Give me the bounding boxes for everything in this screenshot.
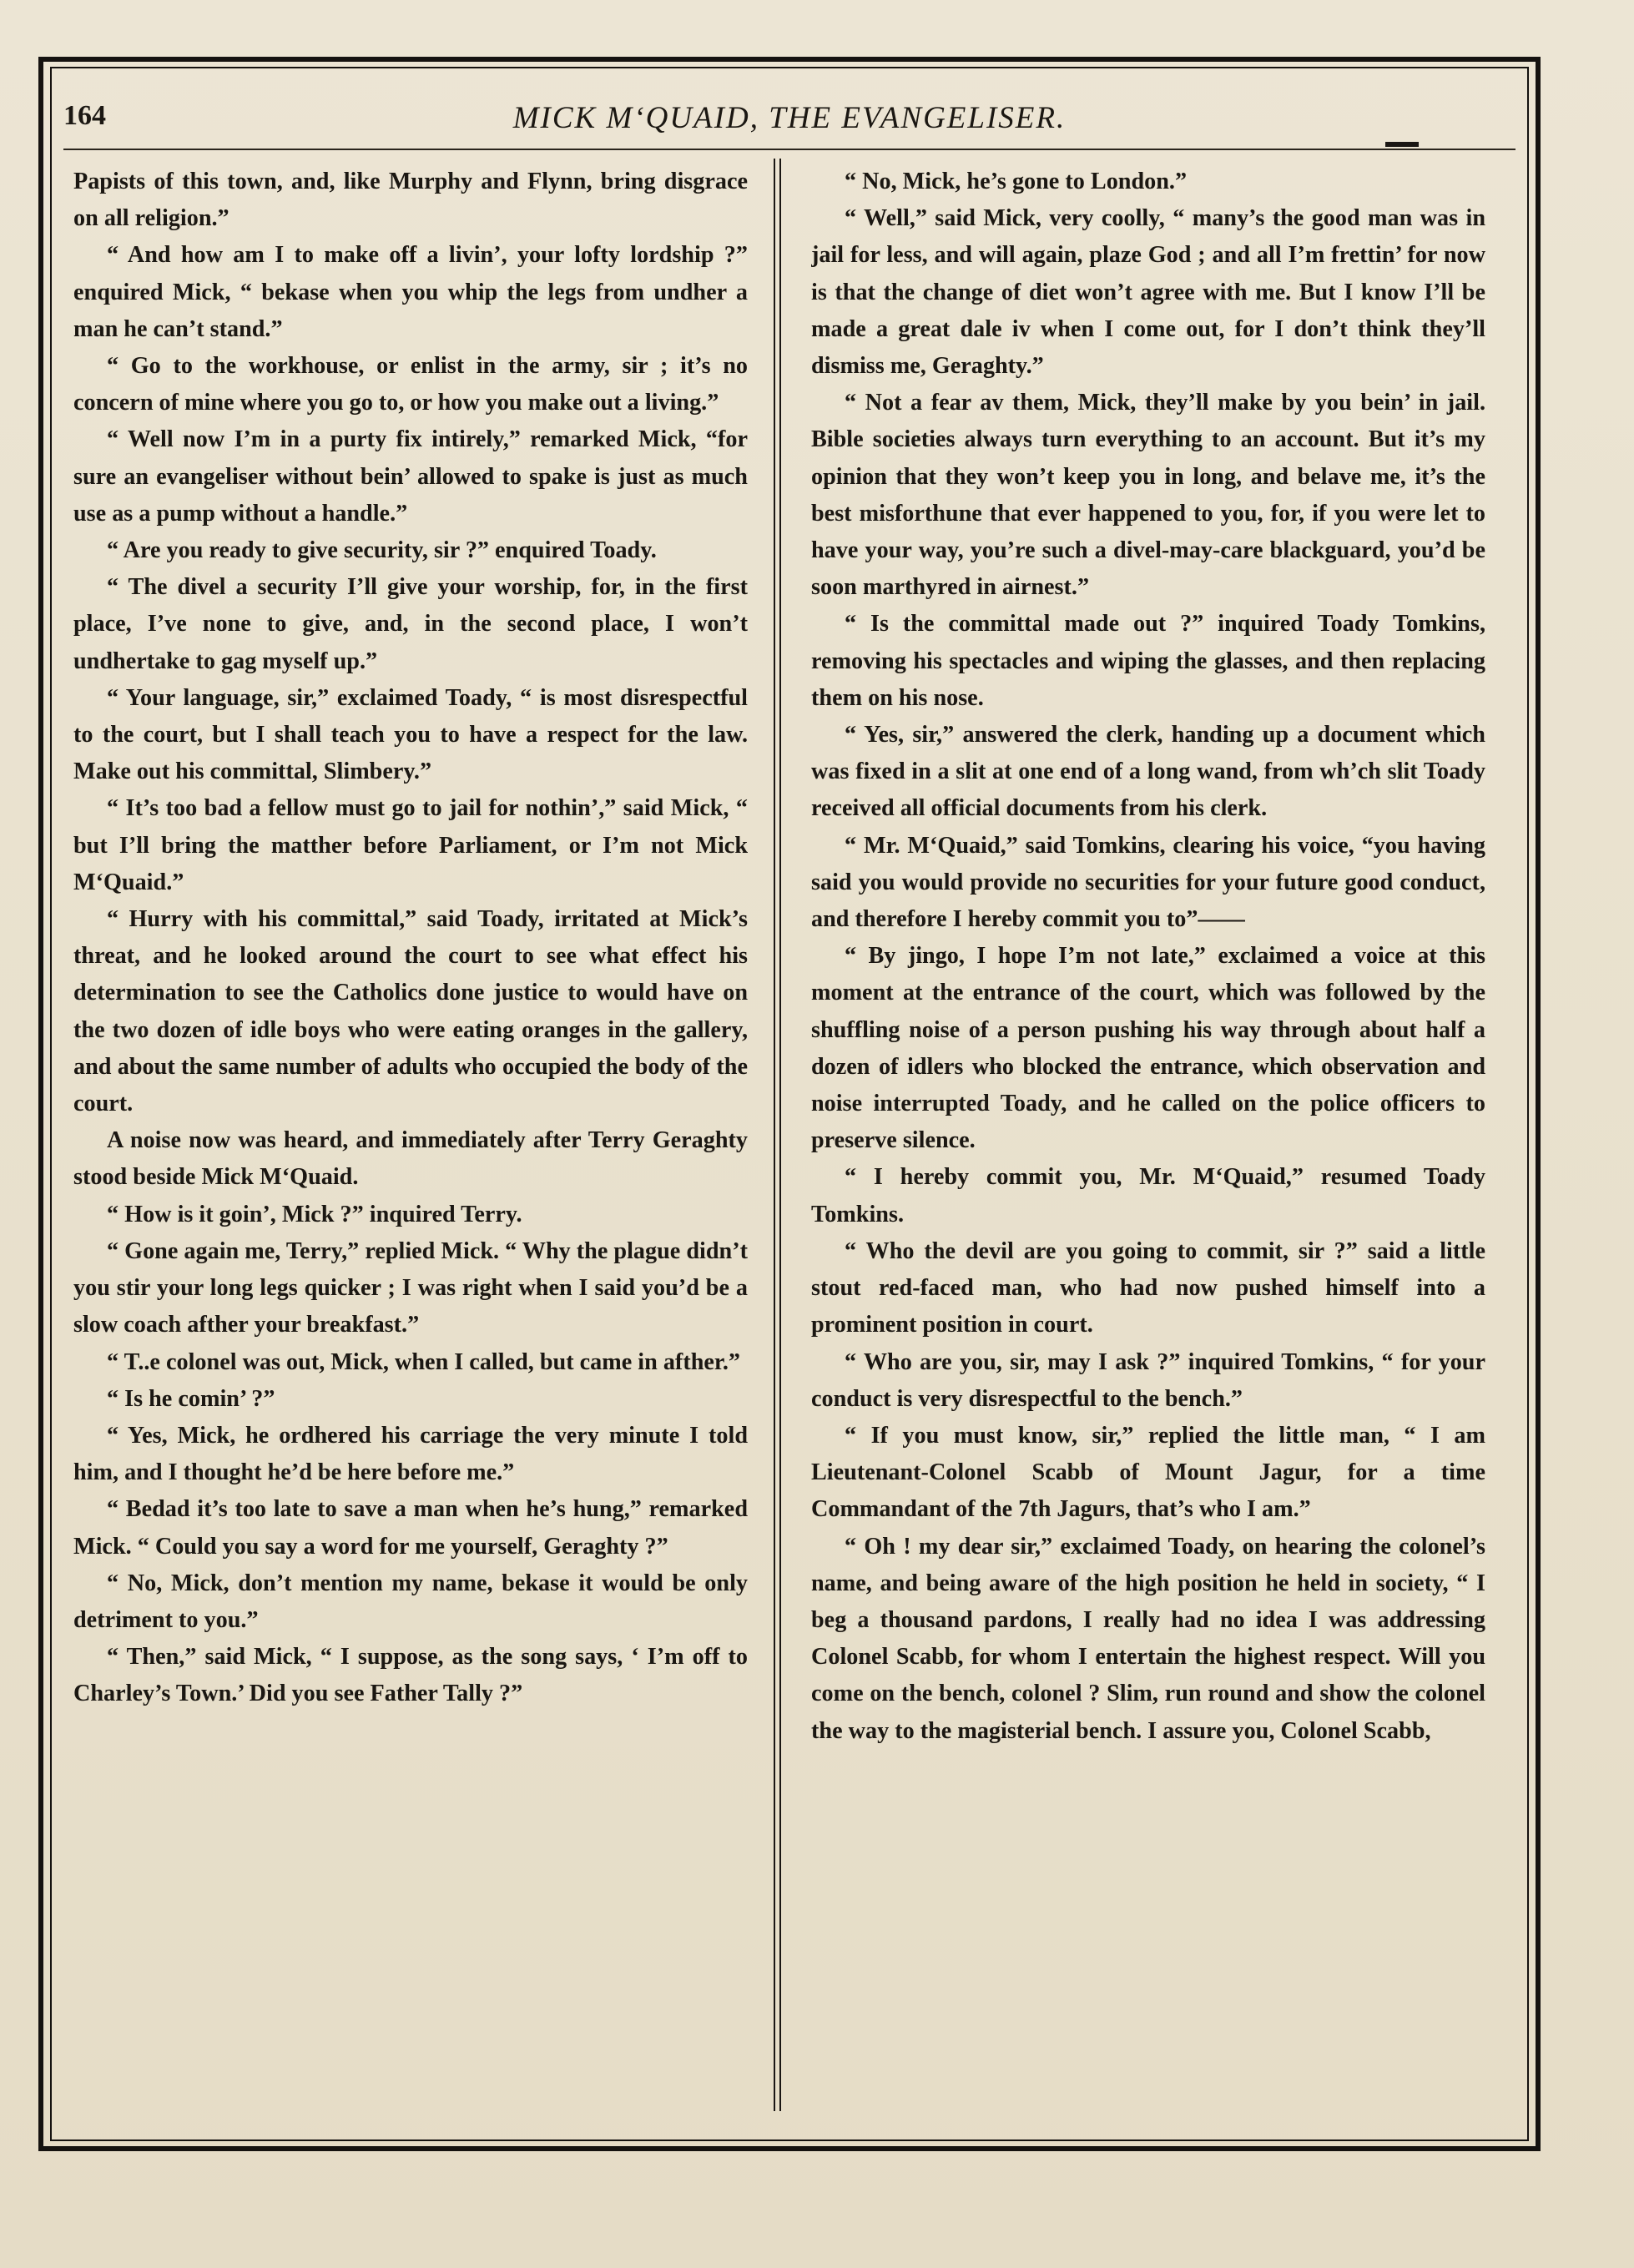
paragraph: “ No, Mick, don’t mention my name, bekase it would be only detriment to you.” (73, 1570, 748, 1633)
column-divider (774, 159, 775, 2111)
paragraph: “ Gone again me, Terry,” replied Mick. “ Why the plague didn’t you stir your long legs quicker ; I was right when I said you’d be a slow coach afther your breakfast.” (73, 1237, 748, 1338)
paragraph: “ Mr. M‘Quaid,” said Tomkins, clearing his voice, “you having said you would provide no securities for your future good conduct, and therefore I hereby commit you to”—— (811, 832, 1485, 933)
paragraph: “ And how am I to make off a livin’, your lofty lordship ?” enquired Mick, “ bekase when you whip the legs from undher a man he can’t stand.” (73, 242, 748, 342)
header-rule (63, 149, 1515, 150)
header-rule-mark (1385, 142, 1419, 147)
paragraph: “ Yes, Mick, he ordhered his carriage the very minute I told him, and I thought he’d be here before me.” (73, 1422, 748, 1486)
paragraph: “ I hereby commit you, Mr. M‘Quaid,” resumed Toady Tomkins. (811, 1164, 1485, 1227)
paragraph: “ Not a fear av them, Mick, they’ll make by you bein’ in jail. Bible societies always turn everything to an account. But it’s my opinion that they won’t keep you in long, and belave me, it’s the best misforthune that ever happened to you, for, if you were let to have your way, you’re such a divel-may-care blackguard, you’d be soon marthyred in airnest.” (811, 390, 1485, 601)
paragraph: “ Then,” said Mick, “ I suppose, as the song says, ‘ I’m off to Charley’s Town.’ Did you see Father Tally ?” (73, 1644, 748, 1707)
paragraph: “ Is the committal made out ?” inquired Toady Tomkins, removing his spectacles and wiping the glasses, and then replacing them on his nose. (811, 611, 1485, 711)
paragraph: “ Oh ! my dear sir,” exclaimed Toady, on hearing the colonel’s name, and being aware of the high position he held in society, “ I beg a thousand pardons, I really had no idea I was addressing Colonel Scabb, for whom I entertain the highest respect. Will you come on the bench, colonel ? Slim, run round and show the colonel the way to the magisterial bench. I assure you, Colonel Scabb, (811, 1533, 1485, 1744)
page-header (63, 97, 1515, 144)
running-title: MICK M‘QUAID, THE EVANGELISER. (512, 101, 1067, 135)
paragraph: “ Who the devil are you going to commit, sir ?” said a little stout red-faced man, who had now pushed himself into a prominent position in court. (811, 1237, 1485, 1338)
column-divider (779, 159, 781, 2111)
paragraph: “ Who are you, sir, may I ask ?” inquired Tomkins, “ for your conduct is very disrespectful to the bench.” (811, 1348, 1485, 1412)
paragraph: “ No, Mick, he’s gone to London.” (845, 169, 1188, 194)
paragraph: “ Hurry with his committal,” said Toady, irritated at Mick’s threat, and he looked around the court to see what effect his determination to see the Catholics done justice to would have on the two dozen of idle boys who were eating oranges in the gallery, and about the same number of adults who occupied the body of the court. (73, 906, 748, 1117)
paragraph: “ Go to the workhouse, or enlist in the army, sir ; it’s no concern of mine where you go to, or how you make out a living.” (73, 353, 748, 416)
paragraph: “ Yes, sir,” answered the clerk, handing up a document which was fixed in a slit at one end of a long wand, from wh’ch slit Toady received all official documents from his clerk. (811, 722, 1485, 822)
page-number: 164 (63, 100, 106, 131)
paragraph: “ Well,” said Mick, very coolly, “ many’s the good man was in jail for less, and will again, plaze God ; and all I’m frettin’ for now is that the change of diet won’t agree with me. But I know I’ll be made a great dale iv when I come out, for I don’t think they’ll dismiss me, Geraghty.” (811, 205, 1485, 380)
paragraph: “ Bedad it’s too late to save a man when he’s hung,” remarked Mick. “ Could you say a word for me yourself, Geraghty ?” (73, 1496, 748, 1560)
paragraph: “ The divel a security I’ll give your worship, for, in the first place, I’ve none to give, and, in the second place, I won’t undhertake to gag myself up.” (73, 574, 748, 674)
paragraph: A noise now was heard, and immediately after Terry Geraghty stood beside Mick M‘Quaid. (73, 1127, 748, 1191)
paragraph: “ It’s too bad a fellow must go to jail for nothin’,” said Mick, “ but I’ll bring the matther before Parliament, or I’m not Mick M‘Quaid.” (73, 795, 748, 895)
paragraph: “ How is it goin’, Mick ?” inquired Terry. (107, 1201, 522, 1227)
paragraph: “ T..e colonel was out, Mick, when I called, but came in afther.” (107, 1348, 740, 1375)
paragraph: “ Are you ready to give security, sir ?” enquired Toady. (107, 537, 657, 564)
paragraph: “ Well now I’m in a purty fix intirely,” remarked Mick, “for sure an evangeliser without bein’ allowed to spake is just as much use as a pump without a handle.” (73, 426, 748, 527)
paragraph: Papists of this town, and, like Murphy and Flynn, bring disgrace on all religion.” (73, 169, 748, 232)
right-column (811, 164, 1485, 2108)
paragraph: “ If you must know, sir,” replied the little man, “ I am Lieutenant-Colonel Scabb of Mount Jagur, for a time Commandant of the 7th Jagurs, that’s who I am.” (811, 1422, 1485, 1523)
left-column (73, 164, 748, 2108)
paragraph: “ Is he comin’ ?” (107, 1385, 275, 1412)
paragraph: “ Your language, sir,” exclaimed Toady, “ is most disrespectful to the court, but I shall teach you to have a respect for the law. Make out his committal, Slimbery.” (73, 684, 748, 785)
paragraph: “ By jingo, I hope I’m not late,” exclaimed a voice at this moment at the entrance of the court, which was followed by the shuffling noise of a person pushing his way through about half a dozen of idlers who blocked the entrance, which observation and noise interrupted Toady, and he called on the police officers to preserve silence. (811, 943, 1485, 1154)
